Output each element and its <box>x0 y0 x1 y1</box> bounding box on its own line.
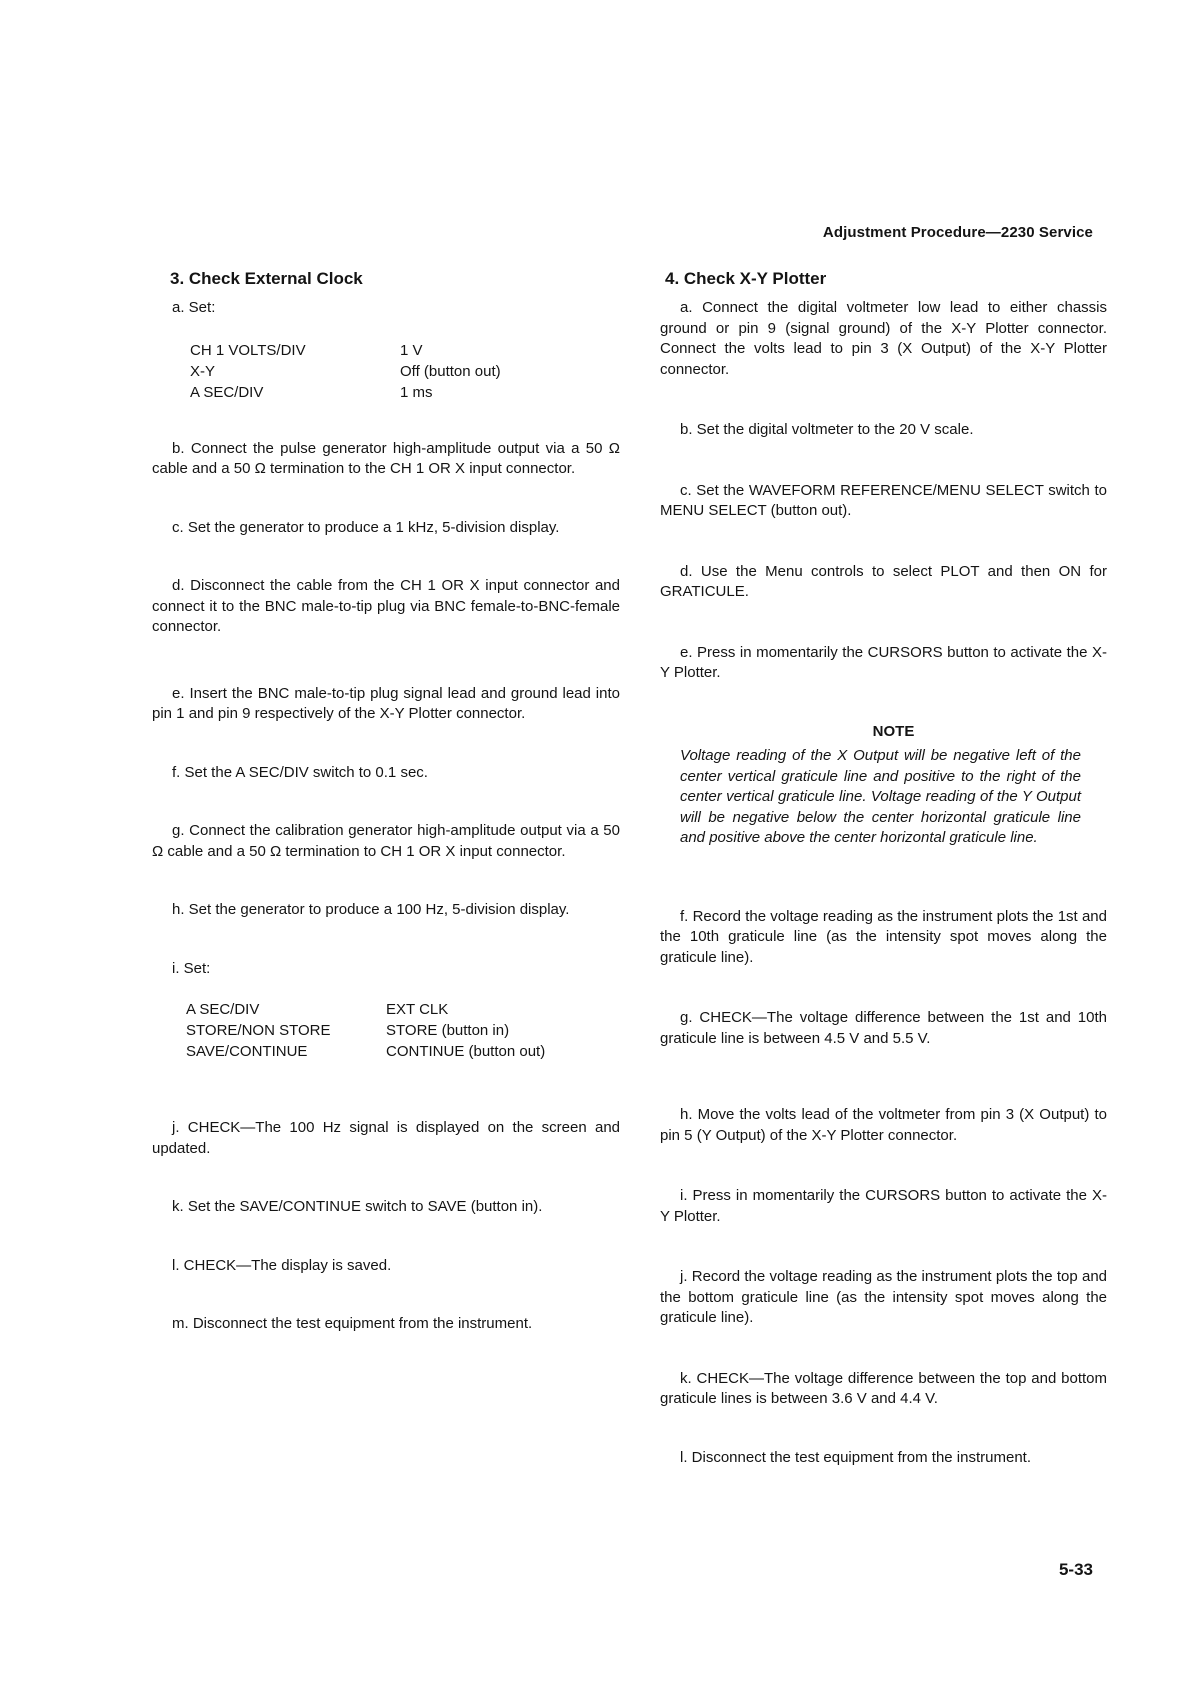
settings-table-2 <box>186 999 620 1062</box>
step-b: b. Connect the pulse generator high-amplitude output via a 50 Ω cable and a 50 Ω termination to the CH 1 OR X input connector. <box>152 439 620 477</box>
setting-value: CONTINUE (button out) <box>386 1043 546 1060</box>
step-h: h. Move the volts lead of the voltmeter from pin 3 (X Output) to pin 5 (Y Output) of the X-Y Plotter connector. <box>660 1106 1107 1144</box>
setting-label: CH 1 VOLTS/DIV <box>190 341 306 359</box>
setting-value: Off (button out) <box>400 362 501 380</box>
step-g: g. Connect the calibration generator high-amplitude output via a 50 Ω cable and a 50 Ω termination to CH 1 OR X input connector. <box>152 822 620 860</box>
step-g: g. CHECK—The voltage difference between the 1st and 10th graticule line is between 4.5 V and 5.5 V. <box>660 1009 1107 1047</box>
setting-value: 1 ms <box>400 383 433 401</box>
step-k: k. CHECK—The voltage difference between the top and bottom graticule lines is between 3.6 V and 4.4 V. <box>660 1369 1107 1407</box>
step-f: f. Set the A SEC/DIV switch to 0.1 sec. <box>172 763 428 781</box>
step-l: l. Disconnect the test equipment from the instrument. <box>680 1448 1031 1466</box>
step-e: e. Insert the BNC male-to-tip plug signal lead and ground lead into pin 1 and pin 9 respectively of the X-Y Plotter connector. <box>152 684 620 722</box>
setting-label: STORE/NON STORE <box>186 1022 331 1039</box>
note-title: NOTE <box>872 722 915 740</box>
section-title-xy-plotter: 4. Check X-Y Plotter <box>665 269 827 288</box>
step-i: i. Press in momentarily the CURSORS button to activate the X-Y Plotter. <box>660 1187 1107 1225</box>
page-header: Adjustment Procedure—2230 Service <box>822 224 1093 241</box>
setting-value: 1 V <box>400 341 423 359</box>
step-f: f. Record the voltage reading as the instrument plots the 1st and the 10th graticule line (as the intensity spot moves along the graticule line). <box>660 907 1107 966</box>
step-b: b. Set the digital voltmeter to the 20 V scale. <box>680 421 974 438</box>
step-j: j. CHECK—The 100 Hz signal is displayed on the screen and updated. <box>152 1119 620 1157</box>
setting-label: X-Y <box>190 362 216 380</box>
step-a: a. Set: <box>172 299 216 316</box>
step-i: i. Set: <box>172 959 211 977</box>
step-a: a. Connect the digital voltmeter low lead to either chassis ground or pin 9 (signal ground) of the X-Y Plotter connector. Connect the volts lead to pin 3 (X Output) of the X-Y Plotter connector. <box>660 299 1107 378</box>
step-c: c. Set the WAVEFORM REFERENCE/MENU SELECT switch to MENU SELECT (button out). <box>660 481 1107 519</box>
step-e: e. Press in momentarily the CURSORS button to activate the X-Y Plotter. <box>660 643 1107 681</box>
section-title-external-clock: 3. Check External Clock <box>170 269 363 288</box>
step-l: l. CHECK—The display is saved. <box>172 1256 392 1274</box>
step-d: d. Use the Menu controls to select PLOT and then ON for GRATICULE. <box>660 562 1107 600</box>
page-number: 5-33 <box>1058 1560 1093 1579</box>
setting-value: EXT CLK <box>386 1001 449 1018</box>
step-h: h. Set the generator to produce a 100 Hz, 5-division display. <box>172 901 570 918</box>
setting-label: SAVE/CONTINUE <box>186 1043 308 1060</box>
step-d: d. Disconnect the cable from the CH 1 OR X input connector and connect it to the BNC male-to-tip plug via BNC female-to-BNC-female connector. <box>152 577 620 635</box>
step-k: k. Set the SAVE/CONTINUE switch to SAVE (button in). <box>172 1198 543 1215</box>
setting-label: A SEC/DIV <box>186 1001 260 1018</box>
step-j: j. Record the voltage reading as the instrument plots the top and the bottom graticule line (as the intensity spot moves along the graticule line). <box>660 1268 1107 1326</box>
left-column <box>152 268 620 1335</box>
step-c: c. Set the generator to produce a 1 kHz, 5-division display. <box>172 518 560 536</box>
step-m: m. Disconnect the test equipment from the instrument. <box>172 1315 533 1332</box>
setting-value: STORE (button in) <box>386 1022 510 1039</box>
right-column <box>660 268 1107 1468</box>
settings-table-1 <box>190 340 620 403</box>
note <box>660 722 1107 849</box>
note-body: Voltage reading of the X Output will be negative left of the center vertical graticule line and positive to the right of the center vertical graticule line. Voltage reading of the Y Output will be negative below the center horizontal graticule line and positive above the center horizontal graticule line. <box>680 747 1081 846</box>
setting-label: A SEC/DIV <box>190 383 264 401</box>
